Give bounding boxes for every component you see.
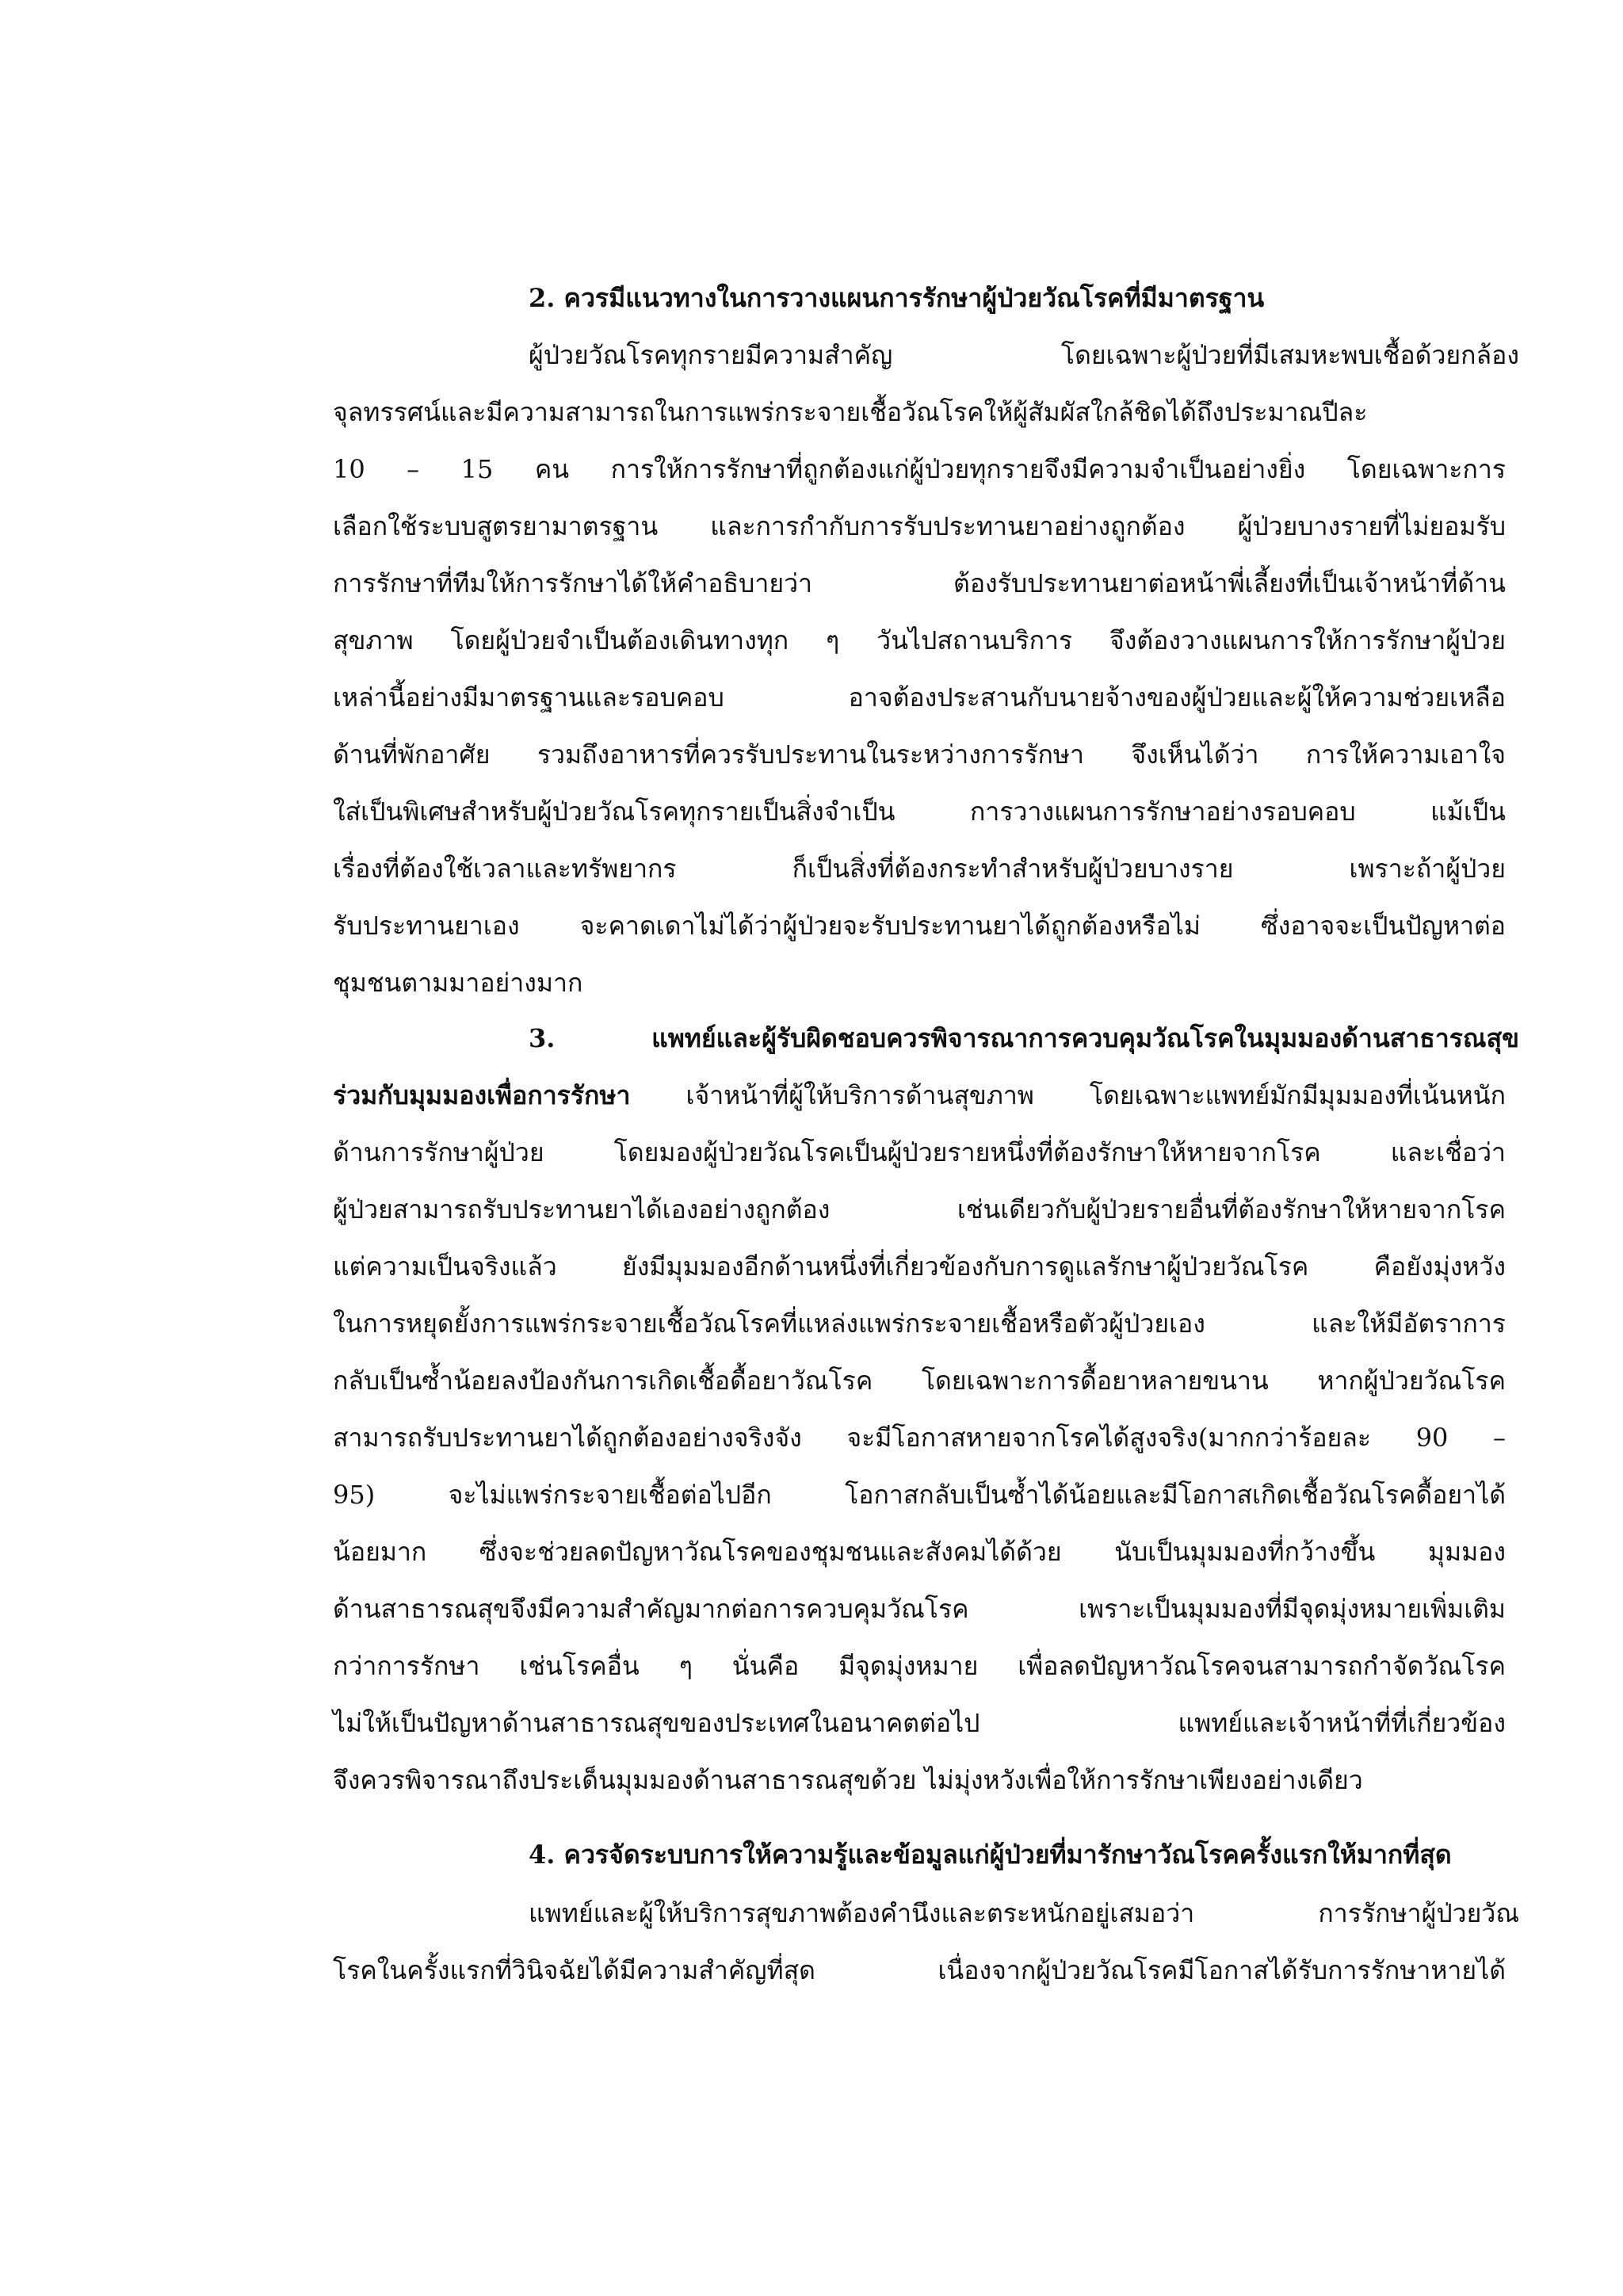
- paragraph-line: สามารถรับประทานยาได้ถูกต้องอย่างจริงจัง จะมีโอกาสหายจากโรคได้สูงจริง(มากกว่าร้อยละ 90 –: [333, 1423, 1506, 1453]
- section-heading-3: 3. แพทย์และผู้รับผิดชอบควรพิจารณาการควบคุมวัณโรคในมุมมองด้านสาธารณสุข: [529, 1023, 1519, 1053]
- paragraph-line: กลับเป็นซ้ำน้อยลงป้องกันการเกิดเชื้อดื้อยาวัณโรค โดยเฉพาะการดื้อยาหลายขนาน หากผู้ป่วยวัณโรค: [333, 1366, 1506, 1396]
- paragraph-line: ใส่เป็นพิเศษสำหรับผู้ป่วยวัณโรคทุกรายเป็นสิ่งจำเป็น การวางแผนการรักษาอย่างรอบคอบ แม้เป็น: [333, 797, 1506, 827]
- section-heading-4: 4. ควรจัดระบบการให้ความรู้และข้อมูลแก่ผู้ป่วยที่มารักษาวัณโรคครั้งแรกให้มากที่สุด: [529, 1839, 1452, 1870]
- paragraph-line: กว่าการรักษา เช่นโรคอื่น ๆ นั่นคือ มีจุดมุ่งหมาย เพื่อลดปัญหาวัณโรคจนสามารถกำจัดวัณโรค: [333, 1651, 1506, 1681]
- paragraph-line: น้อยมาก ซึ่งจะช่วยลดปัญหาวัณโรคของชุมชนและสังคมได้ด้วย นับเป็นมุมมองที่กว้างขึ้น มุมมอง: [333, 1537, 1506, 1567]
- paragraph-line: เลือกใช้ระบบสูตรยามาตรฐาน และการกำกับการรับประทานยาอย่างถูกต้อง ผู้ป่วยบางรายที่ไม่ยอมรับ: [333, 511, 1506, 541]
- paragraph-line: 95) จะไม่แพร่กระจายเชื้อต่อไปอีก โอกาสกลับเป็นซ้ำได้น้อยและมีโอกาสเกิดเชื้อวัณโรคดื้อยาได้: [333, 1480, 1506, 1510]
- paragraph-line: ด้านการรักษาผู้ป่วย โดยมองผู้ป่วยวัณโรคเป็นผู้ป่วยรายหนึ่งที่ต้องรักษาให้หายจากโรค และเชื่อว่า: [333, 1137, 1506, 1167]
- paragraph-line: เหล่านี้อย่างมีมาตรฐานและรอบคอบ อาจต้องประสานกับนายจ้างของผู้ป่วยและผู้ให้ความช่วยเหลือ: [333, 682, 1506, 712]
- paragraph-line: ชุมชนตามมาอย่างมาก: [333, 968, 583, 998]
- paragraph-line: เรื่องที่ต้องใช้เวลาและทรัพยากร ก็เป็นสิ่งที่ต้องกระทำสำหรับผู้ป่วยบางราย เพราะถ้าผู้ป่วย: [333, 854, 1506, 884]
- paragraph-line: การรักษาที่ทีมให้การรักษาได้ให้คำอธิบายว่า ต้องรับประทานยาต่อหน้าพี่เลี้ยงที่เป็นเจ้าหน้าที่ด้าน: [333, 568, 1506, 598]
- paragraph-line: ผู้ป่วยวัณโรคทุกรายมีความสำคัญ โดยเฉพาะผู้ป่วยที่มีเสมหะพบเชื้อด้วยกล้อง: [529, 340, 1519, 370]
- paragraph-line: โรคในครั้งแรกที่วินิจฉัยได้มีความสำคัญที่สุด เนื่องจากผู้ป่วยวัณโรคมีโอกาสได้รับการรักษาหายได้: [333, 1955, 1506, 1985]
- paragraph-line: จึงควรพิจารณาถึงประเด็นมุมมองด้านสาธารณสุขด้วย ไม่มุ่งหวังเพื่อให้การรักษาเพียงอย่างเดียว: [333, 1765, 1363, 1795]
- paragraph-line: แพทย์และผู้ให้บริการสุขภาพต้องคำนึงและตระหนักอยู่เสมอว่า การรักษาผู้ป่วยวัณ: [529, 1898, 1519, 1928]
- paragraph-line: ด้านสาธารณสุขจึงมีความสำคัญมากต่อการควบคุมวัณโรค เพราะเป็นมุมมองที่มีจุดมุ่งหมายเพิ่มเติม: [333, 1594, 1506, 1624]
- paragraph-line: ในการหยุดยั้งการแพร่กระจายเชื้อวัณโรคที่แหล่งแพร่กระจายเชื้อหรือตัวผู้ป่วยเอง และให้มีอัตราการ: [333, 1308, 1506, 1339]
- paragraph-line: ผู้ป่วยสามารถรับประทานยาได้เองอย่างถูกต้อง เช่นเดียวกับผู้ป่วยรายอื่นที่ต้องรักษาให้หายจากโรค: [333, 1194, 1506, 1224]
- paragraph-line: แต่ความเป็นจริงแล้ว ยังมีมุมมองอีกด้านหนึ่งที่เกี่ยวข้องกับการดูแลรักษาผู้ป่วยวัณโรค คือยังมุ่งหวัง: [333, 1251, 1506, 1282]
- paragraph-line: สุขภาพ โดยผู้ป่วยจำเป็นต้องเดินทางทุก ๆ วันไปสถานบริการ จึงต้องวางแผนการให้การรักษาผู้ป่วย: [333, 625, 1506, 655]
- paragraph-line-mixed: [333, 1079, 1506, 1111]
- paragraph-line: จุลทรรศน์และมีความสามารถในการแพร่กระจายเชื้อวัณโรคให้ผู้สัมผัสใกล้ชิดได้ถึงประมาณปีละ: [333, 397, 1368, 427]
- paragraph-text: เจ้าหน้าที่ผู้ให้บริการด้านสุขภาพ โดยเฉพาะแพทย์มักมีมุมมองที่เน้นหนัก: [630, 1080, 1506, 1110]
- paragraph-line: รับประทานยาเอง จะคาดเดาไม่ได้ว่าผู้ป่วยจะรับประทานยาได้ถูกต้องหรือไม่ ซึ่งอาจจะเป็นปัญหาต่อ: [333, 911, 1506, 941]
- section-heading-3-continuation: ร่วมกับมุมมองเพื่อการรักษา: [333, 1080, 631, 1110]
- paragraph-line: ด้านที่พักอาศัย รวมถึงอาหารที่ควรรับประทานในระหว่างการรักษา จึงเห็นได้ว่า การให้ความเอาใจ: [333, 739, 1506, 770]
- section-heading-2: 2. ควรมีแนวทางในการวางแผนการรักษาผู้ป่วยวัณโรคที่มีมาตรฐาน: [529, 283, 1265, 313]
- paragraph-line: 10 – 15 คน การให้การรักษาที่ถูกต้องแก่ผู้ป่วยทุกรายจึงมีความจำเป็นอย่างยิ่ง โดยเฉพาะการ: [333, 454, 1506, 484]
- paragraph-line: ไม่ให้เป็นปัญหาด้านสาธารณสุขของประเทศในอนาคตต่อไป แพทย์และเจ้าหน้าที่ที่เกี่ยวข้อง: [333, 1708, 1506, 1738]
